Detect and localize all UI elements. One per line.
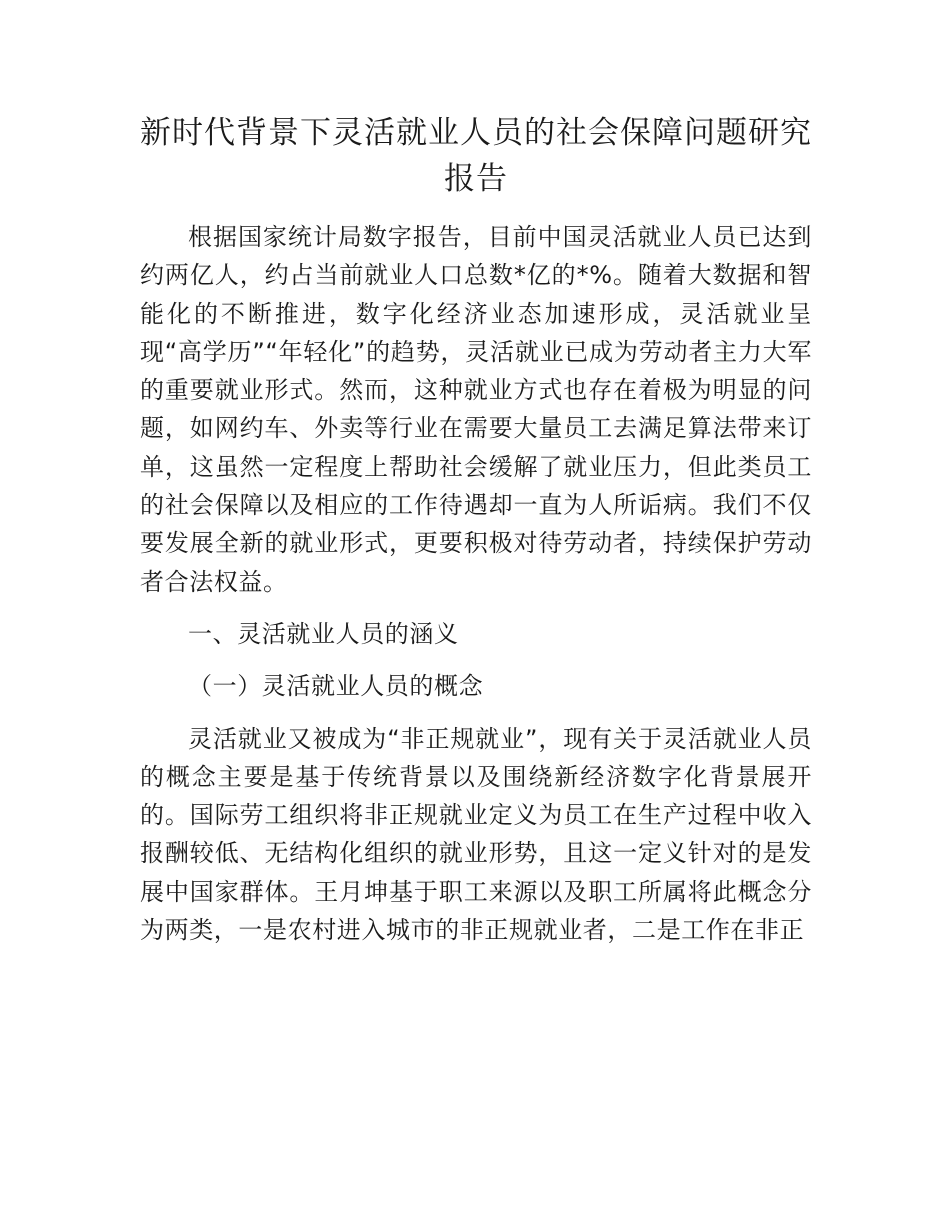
section-heading: 一、灵活就业人员的涵义: [188, 619, 459, 648]
concept-paragraph: 灵活就业又被成为“非正规就业”，现有关于灵活就业人员的概念主要是基于传统背景以及围绕新经济数字化背景展开的。国际劳工组织将非正规就业定义为员工在生产过程中收入报酬较低、无结构化组织的就业形势，且这一定义针对的是发展中国家群体。王月坤基于职工来源以及职工所属将此概念分为两类，一是农村进入城市的非正规就业者，二是工作在非正: [140, 724, 812, 945]
document-title: 新时代背景下灵活就业人员的社会保障问题研究报告: [140, 115, 812, 197]
intro-paragraph: 根据国家统计局数字报告，目前中国灵活就业人员已达到约两亿人，约占当前就业人口总数*亿的*%。随着大数据和智能化的不断推进，数字化经济业态加速形成，灵活就业呈现“高学历”“年轻化”的趋势，灵活就业已成为劳动者主力大军的重要就业形式。然而，这种就业方式也存在着极为明显的问题，如网约车、外卖等行业在需要大量员工去满足算法带来订单，这虽然一定程度上帮助社会缓解了就业压力，但此类员工的社会保障以及相应的工作待遇却一直为人所诟病。我们不仅要发展全新的就业形式，更要积极对待劳动者，持续保护劳动者合法权益。: [140, 223, 812, 596]
document-page: [140, 110, 812, 949]
subsection-heading: （一）灵活就业人员的概念: [188, 672, 484, 701]
